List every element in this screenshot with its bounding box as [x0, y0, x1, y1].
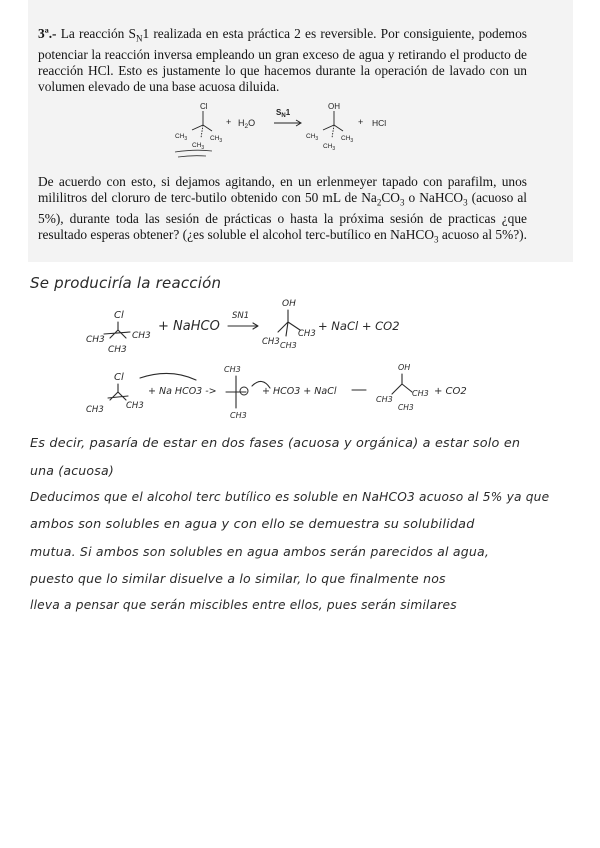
hcl-label: HCl: [372, 118, 387, 128]
text: o NaHCO: [404, 190, 464, 205]
hw-ch3: CH3: [398, 403, 414, 412]
hw-cl: Cl: [114, 372, 124, 383]
handwritten-line-p7: lleva a pensar que serán miscibles entre ellos, pues serán similares: [30, 598, 457, 612]
hw-products: + NaCl + CO2: [318, 319, 400, 333]
hw-bond: [278, 310, 300, 336]
hw-arrow-label: SN1: [232, 311, 250, 321]
bond: [332, 125, 334, 138]
hw-eq2-products: + HCO3 + NaCl: [262, 386, 337, 397]
ch3-label: $CH_3$: [323, 143, 336, 152]
subscript: 3: [434, 234, 439, 245]
hw-ch3: CH3: [132, 331, 151, 341]
hw-ch3: CH3: [86, 405, 104, 415]
hw-ch3: CH3: [230, 411, 247, 420]
arrow-label: $S_N1$: [276, 108, 291, 119]
bond: [323, 125, 334, 130]
hw-charge: [240, 387, 248, 395]
hw-eq2-end: + CO2: [434, 386, 467, 397]
hw-ch3: CH3: [412, 389, 429, 398]
handwritten-line-p2: una (acuosa): [30, 463, 114, 478]
question-paragraph-1: [38, 26, 527, 95]
handwritten-line-1: Se produciría la reacción: [30, 274, 222, 292]
water-label: $H_2O$: [238, 118, 256, 130]
subscript: N: [135, 33, 143, 44]
text: La reacción S: [60, 26, 136, 41]
hw-ch3: CH3: [86, 335, 105, 345]
handwritten-line-p3: Deducimos que el alcohol terc butílico es soluble en NaHCO3 acuoso al 5% ya que: [30, 490, 550, 504]
ch3-label: $CH_3$: [175, 133, 188, 142]
ch3-label: $CH_3$: [192, 142, 205, 151]
hw-ch3: CH3: [126, 401, 144, 411]
hw-arrow: [228, 323, 258, 329]
hw-oh: OH: [398, 363, 411, 372]
handwritten-line-p4: ambos son solubles en agua y con ello se demuestra su solubilidad: [30, 517, 475, 532]
subscript: 2: [376, 197, 382, 208]
text: 1 realizada en esta práctica 2 es reversible. Por consiguiente, podemos potenciar la reacción inversa empleando un gran exceso de agua y retirando el producto de reacción HCl. Esto es justamente lo que hacemos durante la operación de lavado con un volumen elevado de una base acuosa diluida.: [38, 26, 528, 94]
text: De acuerdo con esto, si dejamos agitando, en un erlenmeyer tapado con parafilm, unos mililitros del cloruro de terc-butilo obtenido con 50 mL de Na: [38, 174, 527, 205]
hw-ch3: CH3: [262, 337, 280, 347]
hw-bond: [104, 322, 130, 338]
handwritten-line-p1: Es decir, pasaría de estar en dos fases (acuosa y orgánica) a estar solo en: [30, 436, 521, 451]
question-paragraph-2: [38, 174, 527, 247]
subscript: 3: [463, 197, 468, 208]
hw-bond: [226, 376, 246, 408]
plus-sign: +: [226, 117, 232, 127]
bond: [192, 125, 203, 130]
bond: [334, 125, 343, 131]
hw-oh: OH: [282, 299, 296, 309]
handwritten-line-p6: puesto que lo similar disuelve a lo similar, lo que finalmente nos: [30, 571, 446, 586]
ch3-label: $CH_3$: [341, 135, 354, 144]
hw-eq2-middle: + Na HCO3 ->: [148, 386, 217, 397]
hw-curved-arrow: [140, 373, 196, 380]
hw-ch3: CH3: [280, 341, 297, 350]
text: acuoso al 5%?).: [438, 226, 527, 242]
subscript: 3: [399, 197, 405, 208]
pen-underline: [175, 150, 212, 157]
hw-cl: Cl: [114, 310, 124, 321]
ch3-label: $CH_3$: [210, 135, 223, 144]
hw-bond: [392, 374, 412, 394]
hw-reagent: + NaHCO: [158, 319, 220, 334]
hw-bond: [108, 384, 128, 400]
scheme-oh-label: OH: [328, 102, 340, 111]
hw-ch3: CH3: [376, 395, 393, 404]
bond: [201, 125, 203, 138]
text: CO: [381, 190, 400, 205]
ch3-label: $CH_3$: [306, 133, 319, 142]
hw-ch3: CH3: [298, 329, 316, 339]
text: (acuoso al 5%), durante toda las sesión de prácticas o hasta la próxima sesión de practicas ¿que resultado esperas obtener? (¿es soluble el alcohol terc-butílico en NaHCO: [38, 190, 527, 242]
handwritten-line-p5: mutua. Si ambos son solubles en agua ambos serán parecidos al agua,: [30, 544, 490, 559]
hw-ch3: CH3: [224, 365, 241, 374]
question-number: 3ª.-: [38, 26, 57, 41]
plus-sign: +: [358, 117, 364, 127]
scheme-cl-label: Cl: [200, 102, 208, 111]
hw-ch3: CH3: [108, 345, 127, 355]
bond: [203, 125, 212, 131]
reaction-scheme: [170, 100, 430, 162]
